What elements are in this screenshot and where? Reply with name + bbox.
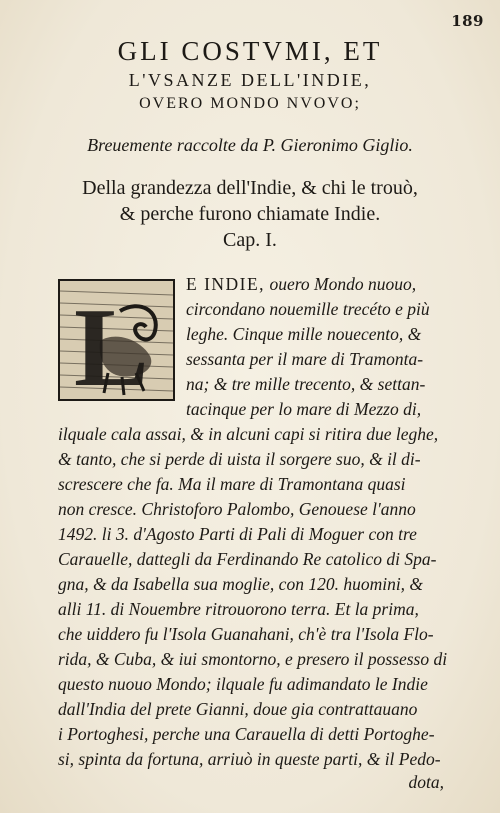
lead-words: E INDIE, [186, 274, 266, 294]
title-line-1: GLI COSTVMI, ET [117, 36, 383, 66]
text-line-17: questo nuouo Mondo; ilquale fu adimandato le Indie [58, 674, 428, 694]
text-line-13: gna, & da Isabella sua moglie, con 120. huomini, & [58, 574, 424, 594]
chapter-label: Cap. I. [223, 229, 277, 251]
text-line-3: leghe. Cinque mille nouecento, & [186, 324, 422, 344]
svg-text:L: L [74, 286, 149, 399]
text-line-18: dall'India del prete Gianni, doue gia contrattauano [58, 699, 418, 719]
text-line-8: & tanto, che si perde di uista il sorgere suo, & il di- [58, 449, 421, 469]
page-number: 189 [451, 12, 484, 30]
woodcut-illustration-icon [60, 281, 173, 399]
text-line-6: tacinque per lo mare di Mezzo di, [186, 399, 422, 419]
text-line-10: non cresce. Christoforo Palombo, Genouese l'anno [58, 499, 416, 519]
text-line-7: ilquale cala assai, & in alcuni capi si ritira due leghe, [58, 424, 439, 444]
title-line-3: OVERO MONDO NVOVO; [139, 95, 361, 112]
text-line-4: sessanta per il mare di Tramonta- [186, 349, 424, 369]
byline: Breuemente raccolte da P. Gieronimo Giglio. [87, 135, 413, 155]
text-line-14: alli 11. di Nouembre ritrouorono terra. Et la prima, [58, 599, 419, 619]
chapter-title-line-2: & perche furono chiamate Indie. [119, 203, 381, 225]
text-line-9: screscere che fa. Ma il mare di Tramontana quasi [58, 474, 406, 494]
text-line-20: si, spinta da fortuna, arriuò in queste parti, & il Pedo- [58, 749, 441, 769]
woodcut-initial-letter [58, 279, 175, 401]
catchword: dota, [408, 772, 444, 792]
text-line-12: Carauelle, dattegli da Ferdinando Re catolico di Spa- [58, 549, 437, 569]
text-line-15: che uiddero fu l'Isola Guanahani, ch'è tra l'Isola Flo- [58, 624, 434, 644]
text-line-16: rida, & Cuba, & iui smontorno, e presero il possesso di [58, 649, 448, 669]
text-line-11: 1492. li 3. d'Agosto Parti di Pali di Moguer con tre [58, 524, 417, 544]
text-line-5: na; & tre mille trecento, & settan- [186, 374, 426, 394]
text-line-1 [186, 272, 448, 296]
text-line-1-rest: ouero Mondo nuouo, [269, 274, 417, 294]
chapter-title-line-1: Della grandezza dell'Indie, & chi le trouò, [82, 177, 418, 199]
text-line-19: i Portoghesi, perche una Carauella di detti Portoghe- [58, 724, 435, 744]
text-line-2: circondano nouemille trecéto e più [186, 299, 430, 319]
title-line-2: L'VSANZE DELL'INDIE, [128, 70, 372, 90]
